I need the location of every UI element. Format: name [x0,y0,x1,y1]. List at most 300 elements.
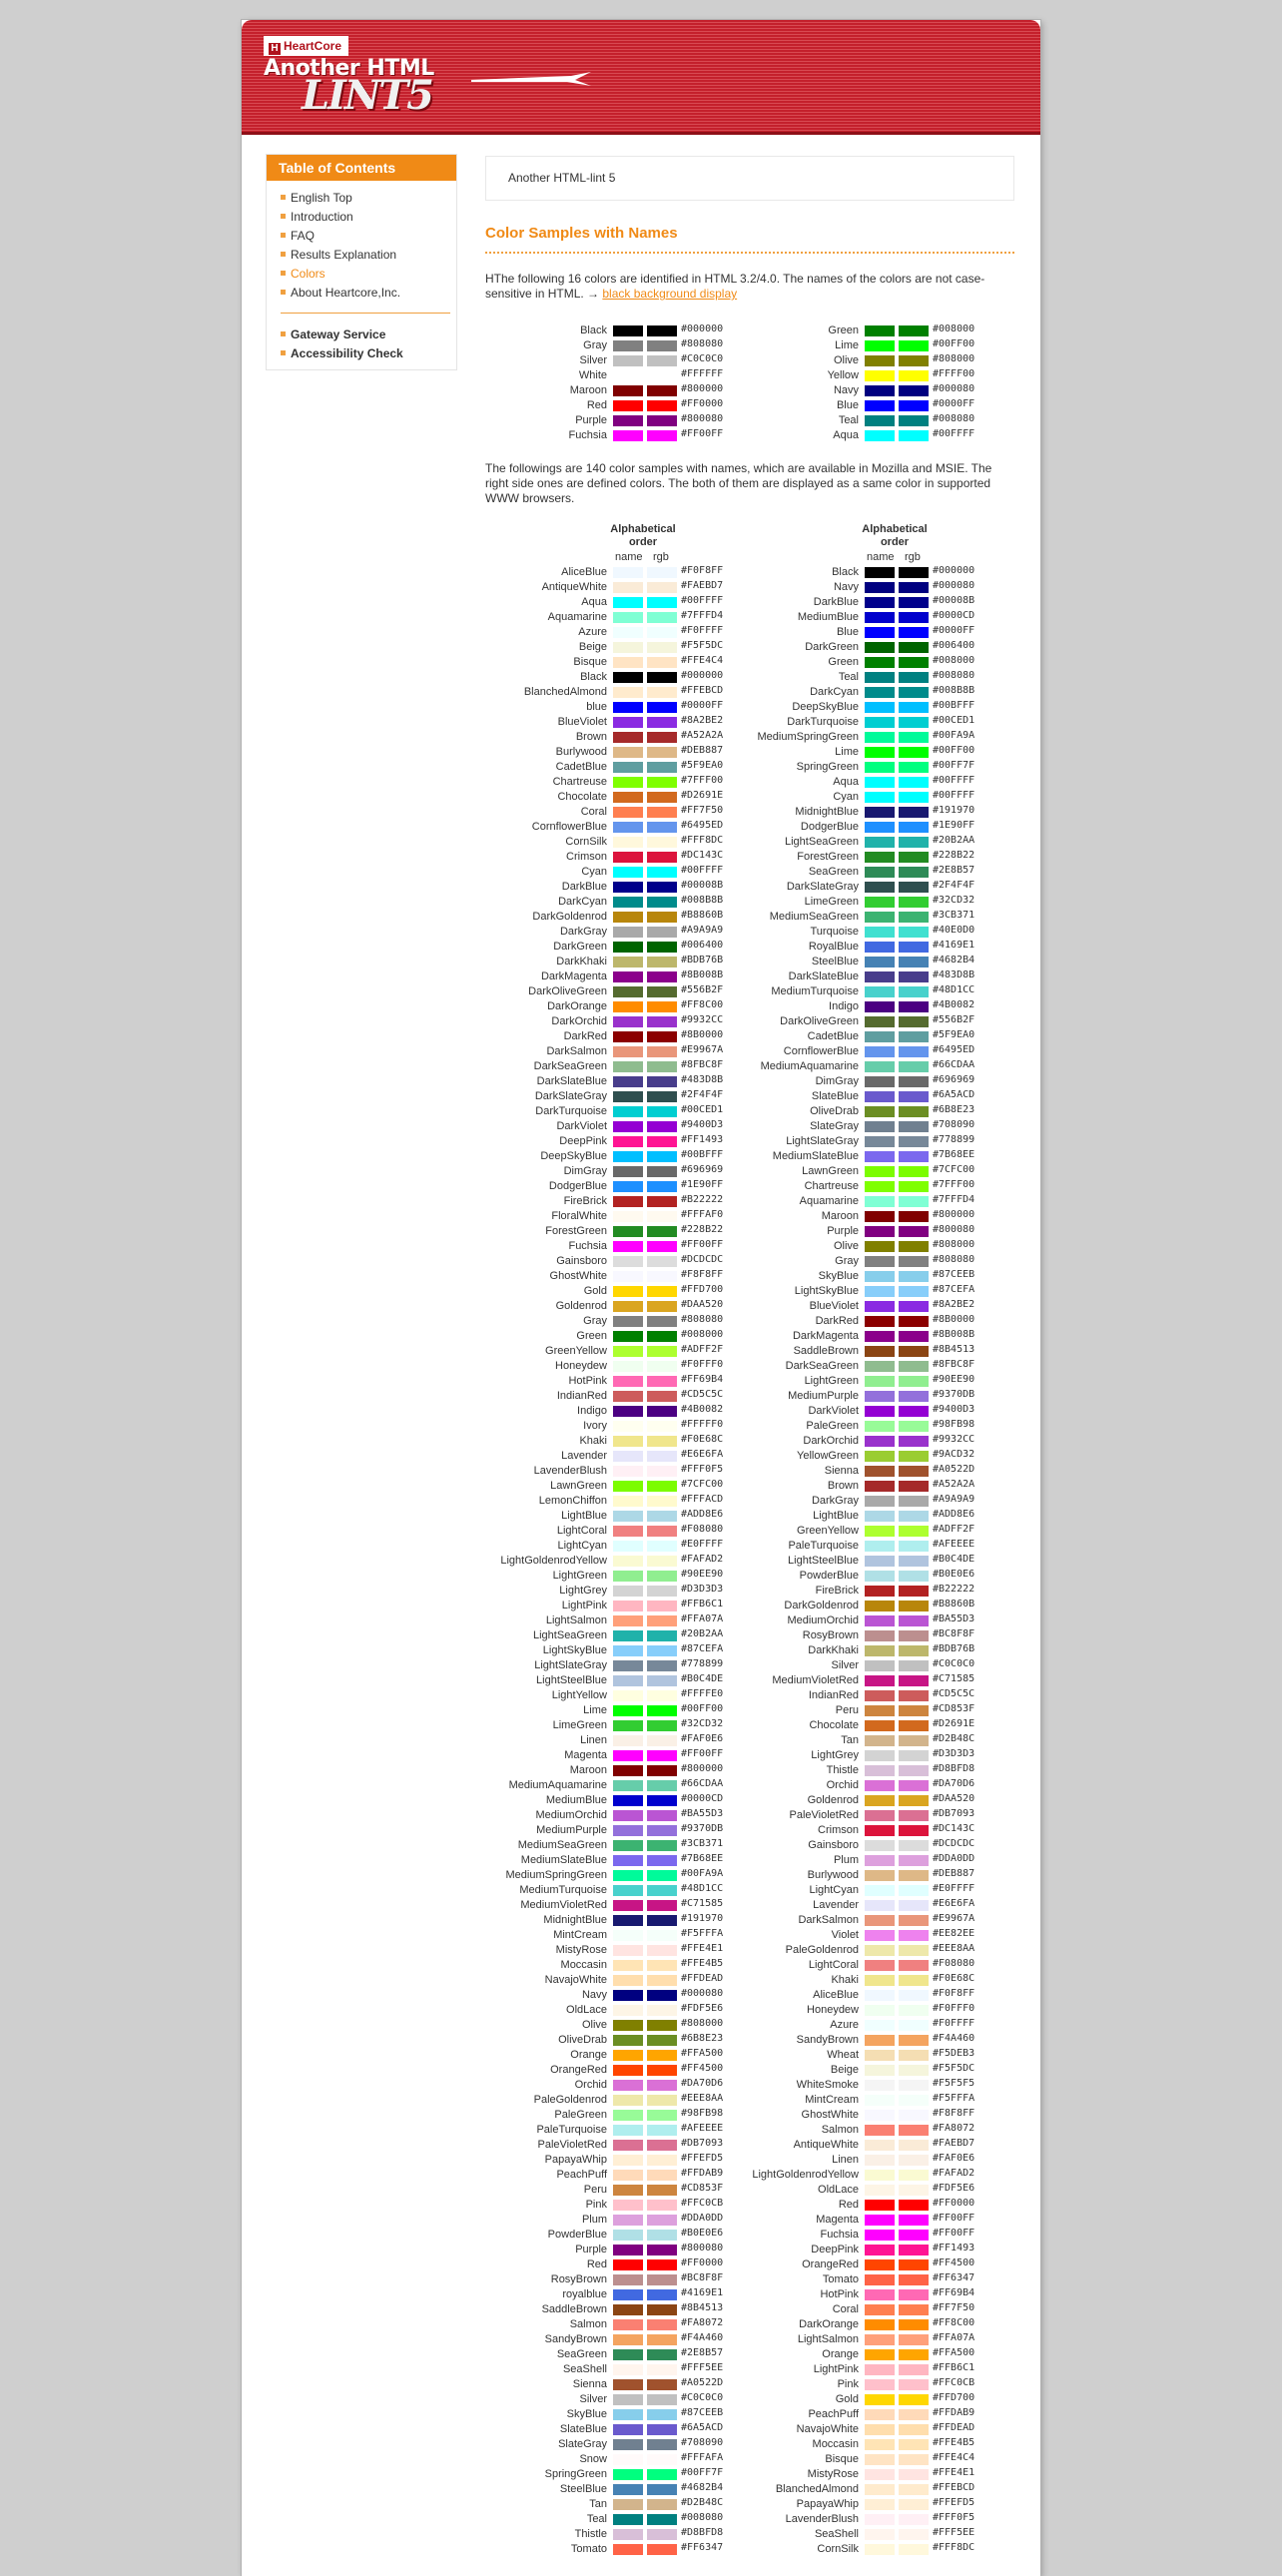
color-swatch-name [865,2110,895,2121]
color-hex: #BC8F8F [681,2272,724,2283]
color-name [485,2512,859,2527]
black-background-link[interactable]: black background display [602,287,738,301]
color-name [485,610,859,625]
color-swatch-rgb [899,1286,929,1297]
color-swatch-name [865,2484,895,2495]
color-hex: #87CEEB [933,1269,975,1280]
color-swatch-rgb [899,325,929,336]
color-name [485,700,859,715]
color-name-text: DarkCyan [810,686,859,698]
color-name-text: Tan [589,2498,607,2510]
color-hex: #800000 [681,1763,724,1774]
color-swatch-rgb [899,1391,929,1402]
color-name [485,1179,859,1194]
color-name-text: CornflowerBlue [531,821,607,833]
color-swatch-rgb [899,1601,929,1611]
color-name [485,1733,859,1748]
color-name-text: AliceBlue [561,566,607,578]
color-swatch-rgb [899,1091,929,1102]
color-name-text: DarkOrange [799,2318,859,2330]
color-name-text: LightCoral [808,1959,859,1971]
color-hex: #4B0082 [681,1404,724,1415]
color-name-text: Yellow [827,369,859,381]
color-hex: #FFF8DC [681,835,724,846]
color-hex: #E0FFFF [681,1539,724,1550]
color-hex: #FFF5EE [681,2362,724,2373]
color-swatch-rgb [899,702,929,713]
color-name-text: DarkCyan [558,896,607,908]
color-name-text: SlateGray [558,2438,607,2450]
color-swatch-rgb [899,2349,929,2360]
column-header [855,523,935,549]
color-swatch-name [865,1271,895,1282]
color-hex: #008080 [933,670,975,681]
color-name-text: PaleTurquoise [788,1540,859,1552]
color-hex: #FFB6C1 [681,1599,724,1610]
color-name [485,1344,859,1359]
color-hex: #F5FFFA [681,1928,724,1939]
color-name [485,1449,859,1464]
color-name-text: Salmon [821,2124,859,2136]
color-swatch-rgb [899,1915,929,1926]
color-hex: #F5FFFA [933,2093,975,2104]
color-hex: #32CD32 [933,895,975,906]
toc-item[interactable] [281,284,442,303]
toc-item[interactable] [281,208,442,227]
bullet-icon [281,331,286,336]
color-hex: #4169E1 [681,2287,724,2298]
color-hex: #00008B [681,880,724,891]
color-swatch-name [865,1091,895,1102]
color-hex: #FDF5E6 [681,2003,724,2014]
color-name-text: Aquamarine [799,1195,859,1207]
color-hex: #DEB887 [681,745,724,756]
color-name-text: SandyBrown [796,2034,859,2046]
color-swatch-rgb [899,1900,929,1911]
color-name-text: MidnightBlue [795,806,859,818]
color-hex: #000000 [933,565,975,576]
color-name-text: Chocolate [809,1719,859,1731]
color-hex: #000000 [681,670,724,681]
color-name [485,925,859,940]
color-name-text: MediumPurple [788,1390,859,1402]
heartcore-logo[interactable] [264,36,348,56]
column-header-title: Alphabetical order [610,523,676,548]
column-subheader: rgb [905,551,921,563]
color-swatch-rgb [899,1196,929,1207]
color-name-text: AliceBlue [813,1989,859,2001]
heartcore-logo-icon: H [269,43,281,55]
color-swatch-name [865,1496,895,1507]
color-swatch-rgb [899,1945,929,1956]
color-name-text: Blue [836,626,859,638]
color-name-text: Lime [835,339,859,351]
color-swatch-rgb [899,1825,929,1836]
color-name [485,2362,859,2377]
color-name-text: Sienna [824,1465,859,1477]
color-name-text: DarkGray [559,926,607,938]
color-swatch-name [865,1181,895,1192]
color-hex: #9932CC [681,1014,724,1025]
color-name [485,2063,859,2078]
color-hex: #FFF0F5 [933,2512,975,2523]
color-hex: #7CFC00 [933,1164,975,1175]
color-name-text: DarkTurquoise [787,716,859,728]
color-swatch-name [865,1601,895,1611]
color-name [485,1044,859,1059]
color-swatch-name [865,1121,895,1132]
color-name-text: DeepSkyBlue [540,1150,607,1162]
color-name-text: LightGoldenrodYellow [752,2169,859,2181]
color-name-text: Crimson [818,1824,859,1836]
toc-item[interactable] [281,189,442,208]
color-name-text: Beige [830,2064,859,2076]
color-hex: #A9A9A9 [933,1494,975,1505]
color-name [485,1883,859,1898]
color-hex: #00FFFF [933,428,975,439]
color-name-text: Orchid [826,1779,859,1791]
color-name-text: Goldenrod [807,1794,859,1806]
color-swatch-name [865,672,895,683]
color-hex: #E0FFFF [933,1883,975,1894]
color-name-text: MediumVioletRed [772,1674,859,1686]
color-name [485,969,859,984]
color-hex: #F0FFFF [933,2018,975,2029]
color-hex: #DC143C [933,1823,975,1834]
color-hex: #800080 [933,1224,975,1235]
color-swatch-name [865,1286,895,1297]
color-swatch-name [865,657,895,668]
color-swatch-rgb [899,1211,929,1222]
color-swatch-rgb [899,2484,929,2495]
color-swatch-name [865,340,895,351]
color-swatch-rgb [899,732,929,743]
color-hex: #000080 [933,580,975,591]
color-hex: #AFEEEE [933,1539,975,1550]
color-hex: #D3D3D3 [933,1748,975,1759]
color-name [485,1793,859,1808]
color-name-text: Blue [836,399,859,411]
color-hex: #32CD32 [681,1718,724,1729]
color-hex: #FF00FF [681,1748,724,1759]
color-name-text: RosyBrown [802,1629,859,1641]
color-hex: #F5F5DC [681,640,724,651]
color-name [485,1089,859,1104]
color-name [485,1464,859,1479]
color-name [485,1898,859,1913]
color-name-text: LightPink [813,2363,859,2375]
color-hex: #EE82EE [933,1928,975,1939]
color-hex: #000000 [681,323,724,334]
color-swatch-rgb [899,762,929,773]
color-swatch-rgb [899,1061,929,1072]
color-hex: #B0E0E6 [933,1569,975,1580]
color-name [485,2347,859,2362]
color-swatch-name [865,370,895,381]
color-name [485,1718,859,1733]
color-name [485,2527,859,2542]
color-hex: #F0F8FF [681,565,724,576]
color-swatch-rgb [899,2364,929,2375]
color-swatch-name [865,1571,895,1582]
color-hex: #00CED1 [681,1104,724,1115]
color-name [485,1808,859,1823]
color-swatch-name [865,2319,895,2330]
color-hex: #7FFF00 [681,775,724,786]
color-swatch-name [865,747,895,758]
color-name [485,880,859,895]
color-name-text: SeaGreen [556,2348,607,2360]
color-swatch-rgb [899,1780,929,1791]
color-name-text: Brown [575,731,607,743]
color-hex: #8B0000 [681,1029,724,1040]
color-swatch-name [865,1061,895,1072]
color-name-text: Gainsboro [808,1839,859,1851]
toc-extra-item[interactable] [281,344,442,363]
intro-paragraph: HThe following 16 colors are identified in HTML 3.2/4.0. The names of the colors are not case-sensitive in HTML. → [485,272,985,301]
color-swatch-rgb [899,1166,929,1177]
color-name-text: Turquoise [810,926,859,938]
color-hex: #48D1CC [933,984,975,995]
color-swatch-name [865,2245,895,2255]
color-swatch-name [865,2499,895,2510]
color-name-text: Pink [837,2378,859,2390]
color-swatch-rgb [899,852,929,863]
color-hex: #A52A2A [933,1479,975,1490]
color-name-text: MediumOrchid [787,1614,859,1626]
color-hex: #FF1493 [681,1134,724,1145]
color-swatch-name [865,687,895,698]
color-swatch-rgb [899,1031,929,1042]
color-hex: #DCDCDC [933,1838,975,1849]
color-name-text: Tan [841,1734,859,1746]
color-name-text: Azure [830,2019,859,2031]
color-name-text: MintCream [553,1929,607,1941]
color-hex: #DCDCDC [681,1254,724,1265]
color-name-text: Indigo [577,1405,607,1417]
color-swatch-rgb [899,2319,929,2330]
color-swatch-rgb [899,2454,929,2465]
color-name [485,2078,859,2093]
color-name [485,2377,859,2392]
color-name-text: DarkSlateGray [786,881,859,893]
color-swatch-name [865,1810,895,1821]
color-swatch-name [865,1436,895,1447]
color-swatch-name [865,2005,895,2016]
color-name-text: OliveDrab [810,1105,859,1117]
color-name [485,1778,859,1793]
color-swatch-rgb [899,2469,929,2480]
color-name-text: Teal [586,2513,607,2525]
color-name-text: PapayaWhip [796,2498,859,2510]
color-name-text: Maroon [821,1210,859,1222]
color-swatch-rgb [899,2409,929,2420]
color-name [485,2287,859,2302]
color-name-text: Peru [583,2184,607,2196]
color-hex: #FFF8DC [933,2542,975,2553]
color-name [485,685,859,700]
color-hex: #2E8B57 [933,865,975,876]
color-name [485,1763,859,1778]
color-swatch-name [865,2529,895,2540]
column-subheader: rgb [653,551,669,563]
color-name-text: NavajoWhite [796,2423,859,2435]
color-name-text: LightCyan [809,1884,859,1896]
color-name [485,413,859,428]
color-name-text: LightSteelBlue [788,1555,859,1567]
color-name-text: Gray [583,1315,607,1327]
color-name [485,1299,859,1314]
color-name-text: DarkViolet [808,1405,859,1417]
color-hex: #FF1493 [933,2243,975,2254]
color-name-text: Gold [835,2393,859,2405]
color-hex: #7FFFD4 [681,610,724,621]
color-swatch-name [865,1541,895,1552]
color-swatch-rgb [899,2185,929,2196]
toc-item-label: FAQ [291,229,316,243]
color-name-text: ForestGreen [797,851,859,863]
color-swatch-rgb [899,807,929,818]
color-name-text: Red [586,2258,607,2270]
color-hex: #CD5C5C [681,1389,724,1400]
color-hex: #98FB98 [681,2108,724,2119]
color-name-text: Thistle [574,2528,607,2540]
color-swatch-name [865,732,895,743]
color-name [485,2452,859,2467]
color-name-text: Black [580,324,607,336]
color-name [485,1209,859,1224]
color-swatch-rgb [899,1630,929,1641]
color-hex: #DDA0DD [681,2213,724,2224]
color-hex: #FF0000 [933,2198,975,2209]
color-name [485,2332,859,2347]
color-name-text: Purple [575,414,607,426]
color-swatch-name [865,2200,895,2211]
color-name-text: CadetBlue [807,1030,859,1042]
color-swatch-name [865,2334,895,2345]
color-name-text: Beige [578,641,607,653]
color-name [485,2153,859,2168]
color-swatch-rgb [899,1316,929,1327]
color-hex: #191970 [681,1913,724,1924]
toc-item[interactable] [281,246,442,265]
color-hex: #FAEBD7 [933,2138,975,2149]
color-swatch-name [865,2514,895,2525]
color-hex: #FFD700 [681,1284,724,1295]
color-hex: #E6E6FA [681,1449,724,1460]
color-swatch-rgb [899,2140,929,2151]
color-swatch-name [865,2259,895,2270]
color-name [485,730,859,745]
color-hex: #006400 [681,940,724,951]
color-hex: #E9967A [681,1044,724,1055]
color-name-text: AntiqueWhite [793,2139,859,2151]
color-name-text: MediumSeaGreen [517,1839,607,1851]
color-swatch-name [865,582,895,593]
toc-item-label: About Heartcore,Inc. [291,286,401,300]
color-name-text: Navy [833,581,859,593]
color-name [485,2123,859,2138]
color-swatch-name [865,2095,895,2106]
color-name-text: Black [832,566,859,578]
color-swatch-name [865,1825,895,1836]
color-swatch-name [865,1076,895,1087]
color-swatch-rgb [899,1615,929,1626]
color-name [485,2108,859,2123]
color-swatch-name [865,2170,895,2181]
color-hex: #778899 [681,1658,724,1669]
description-paragraph: The followings are 140 color samples with names, which are available in Mozilla and MSIE. The right side ones are defined colors. The both of them are displayed as a same color in supported WWW browsers. [485,461,992,505]
color-swatch-name [865,325,895,336]
color-name-text: DeepPink [811,2244,859,2255]
color-swatch-name [865,400,895,411]
color-name [485,625,859,640]
color-name-text: Lime [835,746,859,758]
color-swatch-rgb [899,430,929,441]
color-swatch-name [865,2065,895,2076]
color-name [485,2198,859,2213]
color-swatch-name [865,567,895,578]
color-name [485,1853,859,1868]
color-name-text: LightSeaGreen [533,1629,607,1641]
color-name [485,565,859,580]
color-name [485,323,859,338]
color-hex: #D2691E [933,1718,975,1729]
color-hex: #B22222 [681,1194,724,1205]
color-name-text: GhostWhite [801,2109,859,2121]
toc-extra-item[interactable] [281,325,442,344]
color-swatch-name [865,897,895,908]
color-swatch-rgb [899,612,929,623]
color-swatch-name [865,822,895,833]
color-name-text: LightBlue [561,1510,607,1522]
color-hex: #F5F5F5 [933,2078,975,2089]
color-hex: #FF8C00 [933,2317,975,2328]
color-name [485,1389,859,1404]
color-name-text: SlateGray [810,1120,859,1132]
color-swatch-rgb [899,1256,929,1267]
color-swatch-name [865,807,895,818]
color-hex: #00FFFF [933,775,975,786]
color-swatch-name [865,1451,895,1462]
color-name [485,1928,859,1943]
color-name-text: PeachPuff [556,2169,607,2181]
color-swatch-name [865,1705,895,1716]
color-name-text: Crimson [566,851,607,863]
color-swatch-rgb [899,370,929,381]
color-hex: #87CEFA [681,1643,724,1654]
color-name-text: SpringGreen [544,2468,607,2480]
color-name [485,1074,859,1089]
color-hex: #C71585 [681,1898,724,1909]
color-name-text: NavajoWhite [544,1974,607,1986]
color-name [485,1374,859,1389]
color-swatch-rgb [899,657,929,668]
color-swatch-name [865,1406,895,1417]
color-name-text: SeaGreen [808,866,859,878]
color-hex: #483D8B [681,1074,724,1085]
color-hex: #9ACD32 [933,1449,975,1460]
site-header [242,20,1040,135]
toc-item[interactable] [281,265,442,284]
color-swatch-name [865,1196,895,1207]
color-name-text: PaleGreen [554,2109,607,2121]
color-hex: #F4A460 [933,2033,975,2044]
color-swatch-name [865,1720,895,1731]
color-hex: #FFA07A [681,1613,724,1624]
toc-item[interactable] [281,227,442,246]
color-swatch-rgb [899,1121,929,1132]
